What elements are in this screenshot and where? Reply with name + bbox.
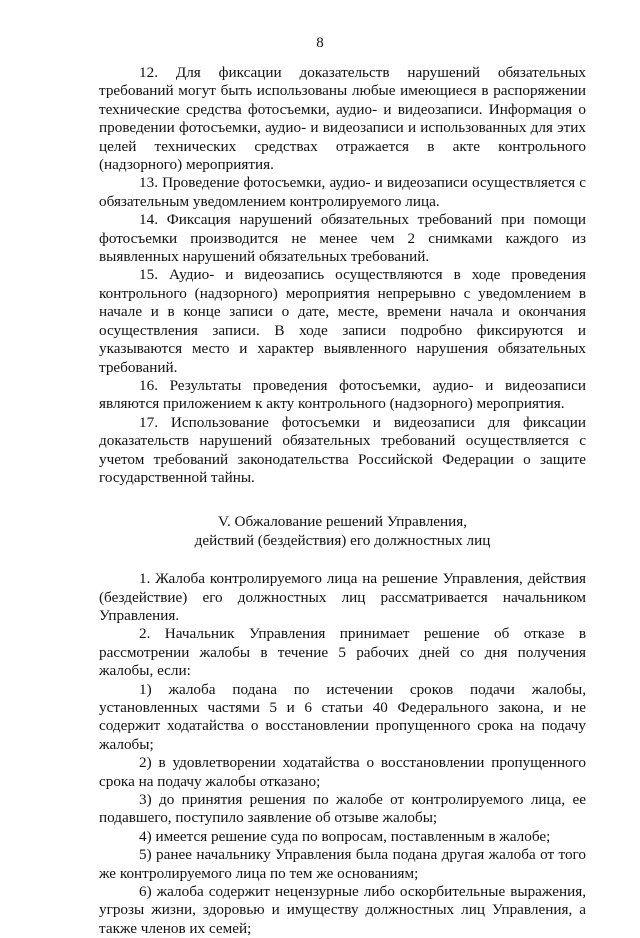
paragraph-12: 12. Для фиксации доказательств нарушений обязательных требований могут быть использованы любые имеющиеся в распоряжении технические средства фотосъемки, аудио- и видеозаписи. Информация о проведении фотосъемки, аудио- и видеозаписи и использованных для этих целей технических средствах отражается в акте контрольного (надзорного) мероприятия. bbox=[99, 64, 586, 174]
paragraph-15: 15. Аудио- и видеозапись осуществляются в ходе проведения контрольного (надзорного) мероприятия непрерывно с уведомлением в начале и в конце записи о дате, месте, времени начала и окончания осуществления записи. В ходе записи подробно фиксируются и указываются место и характер выявленного нарушения обязательных требований. bbox=[99, 266, 586, 376]
paragraph-14: 14. Фиксация нарушений обязательных требований при помощи фотосъемки производится не менее чем 2 снимками каждого из выявленных нарушений обязательных требований. bbox=[99, 211, 586, 266]
list-item-4: 4) имеется решение суда по вопросам, поставленным в жалобе; bbox=[139, 827, 551, 845]
paragraph-16: 16. Результаты проведения фотосъемки, аудио- и видеозаписи являются приложением к акту контрольного (надзорного) мероприятия. bbox=[99, 376, 586, 413]
paragraph-complaint-1: 1. Жалоба контролируемого лица на решение Управления, действия (бездействие) его должностных лиц рассматривается начальником Управления. bbox=[99, 570, 586, 624]
list-item-2: 2) в удовлетворении ходатайства о восстановлении пропущенного срока на подачу жалобы отказано; bbox=[99, 754, 586, 790]
document-body bbox=[99, 64, 586, 938]
section-heading-line-2: действий (бездействия) его должностных лиц bbox=[194, 531, 491, 549]
list-item-3: 3) до принятия решения по жалобе от контролируемого лица, ее подавшего, поступило заявление об отзыве жалобы; bbox=[99, 791, 586, 827]
paragraph-17: 17. Использование фотосъемки и видеозаписи для фиксации доказательств нарушений обязательных требований осуществляется с учетом требований законодательства Российской Федерации о защите государственной тайны. bbox=[99, 413, 586, 486]
list-item-6: 6) жалоба содержит нецензурные либо оскорбительные выражения, угрозы жизни, здоровью и имуществу должностных лиц Управления, а также членов их семей; bbox=[99, 883, 586, 937]
paragraph-complaint-2: 2. Начальник Управления принимает решение об отказе в рассмотрении жалобы в течение 5 рабочих дней со дня получения жалобы, если: bbox=[99, 625, 586, 680]
section-heading-line-1: V. Обжалование решений Управления, bbox=[217, 513, 468, 531]
page-number: 8 bbox=[316, 35, 324, 51]
paragraph-13: 13. Проведение фотосъемки, аудио- и видеозаписи осуществляется с обязательным уведомлением контролируемого лица. bbox=[99, 174, 586, 210]
list-item-5: 5) ранее начальнику Управления была подана другая жалоба от того же контролируемого лица по тем же основаниям; bbox=[99, 846, 586, 882]
list-item-1: 1) жалоба подана по истечении сроков подачи жалобы, установленных частями 5 и 6 статьи 40 Федерального закона, и не содержит ходатайства о восстановлении пропущенного срока на подачу жалобы; bbox=[99, 680, 586, 753]
section-heading bbox=[99, 513, 586, 550]
